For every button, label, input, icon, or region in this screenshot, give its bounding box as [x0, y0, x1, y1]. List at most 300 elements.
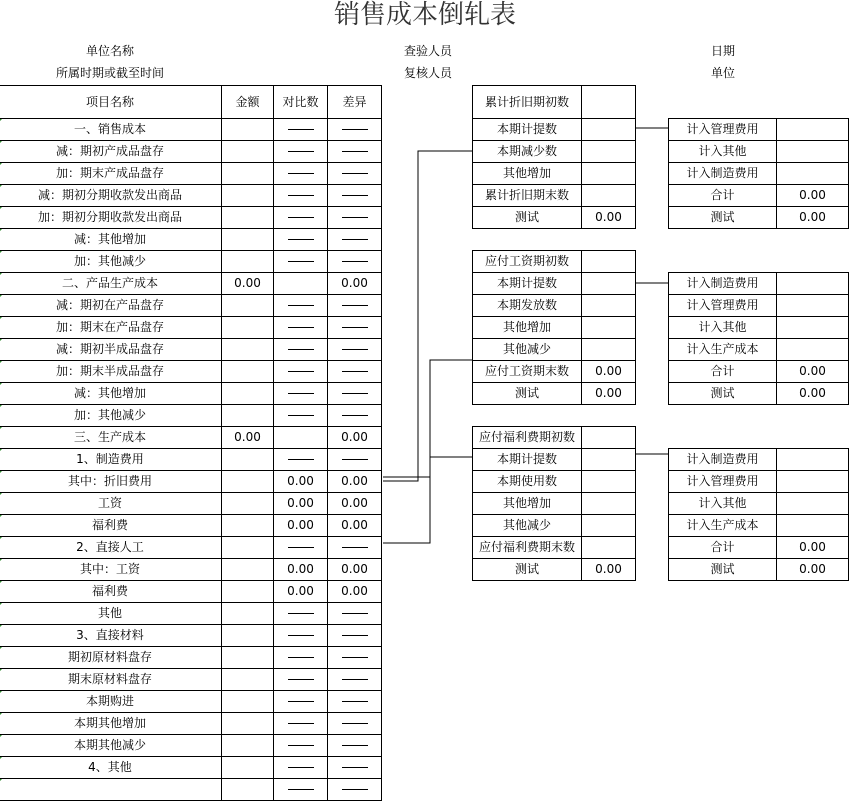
- value-cell: [582, 493, 636, 515]
- table-row: [0, 449, 382, 471]
- label-cell: 计入生产成本: [669, 339, 777, 361]
- value-cell: [582, 185, 636, 207]
- dash-mark: [342, 723, 368, 724]
- label-cell: 合计: [669, 185, 777, 207]
- unit-label: 单位: [710, 66, 736, 80]
- dash-mark: [342, 195, 368, 196]
- diff-cell: [328, 119, 382, 141]
- col-header-item: 项目名称: [0, 86, 222, 119]
- table-row: [0, 251, 382, 273]
- diff-cell: [328, 383, 382, 405]
- compare-cell: [274, 537, 328, 559]
- period-label: 所属时期或截至时间: [55, 66, 165, 80]
- table-row: [473, 537, 636, 559]
- dash-mark: [342, 327, 368, 328]
- diff-cell: 0.00: [328, 515, 382, 537]
- value-cell: 0.00: [582, 559, 636, 581]
- table-row: [0, 427, 382, 449]
- compare-cell: [274, 383, 328, 405]
- value-cell: [777, 493, 849, 515]
- value-cell: [777, 515, 849, 537]
- table-row: [0, 119, 382, 141]
- diff-cell: [328, 449, 382, 471]
- diff-cell: 0.00: [328, 471, 382, 493]
- table-row: [669, 207, 849, 229]
- amount-cell: [222, 141, 274, 163]
- welfare-table: [472, 426, 636, 581]
- value-cell: [777, 163, 849, 185]
- table-row: [669, 493, 849, 515]
- label-cell: 计入其他: [669, 317, 777, 339]
- compare-cell: [274, 339, 328, 361]
- table-row: [473, 141, 636, 163]
- table-row: [0, 295, 382, 317]
- table-row: [0, 273, 382, 295]
- value-cell: [582, 537, 636, 559]
- compare-cell: [274, 405, 328, 427]
- dash-mark: [342, 635, 368, 636]
- dash-mark: [288, 679, 314, 680]
- item-name-cell: 福利费: [0, 515, 222, 537]
- dash-mark: [288, 547, 314, 548]
- diff-cell: [328, 669, 382, 691]
- item-name-cell: 加：期末在产品盘存: [0, 317, 222, 339]
- compare-cell: [274, 603, 328, 625]
- diff-cell: [328, 361, 382, 383]
- compare-cell: [274, 119, 328, 141]
- compare-cell: [274, 185, 328, 207]
- label-cell: 测试: [669, 559, 777, 581]
- dash-mark: [288, 305, 314, 306]
- compare-cell: [274, 361, 328, 383]
- table-row: [473, 86, 636, 119]
- item-name-cell: 4、其他: [0, 757, 222, 779]
- diff-cell: 0.00: [328, 493, 382, 515]
- depreciation-allocation-table: [668, 118, 849, 229]
- amount-cell: [222, 185, 274, 207]
- amount-cell: [222, 559, 274, 581]
- item-name-cell: 3、直接材料: [0, 625, 222, 647]
- page-title: 销售成本倒轧表: [333, 0, 516, 30]
- table-row: [669, 383, 849, 405]
- value-cell: [582, 515, 636, 537]
- label-cell: 应付福利费期初数: [473, 427, 582, 449]
- table-row: [669, 339, 849, 361]
- table-row: [473, 295, 636, 317]
- table-header-row: [0, 86, 382, 119]
- compare-cell: [274, 735, 328, 757]
- table-row: [669, 449, 849, 471]
- amount-cell: [222, 669, 274, 691]
- compare-cell: [274, 427, 328, 449]
- label-cell: 合计: [669, 361, 777, 383]
- value-cell: [582, 119, 636, 141]
- item-name-cell: 期初原材料盘存: [0, 647, 222, 669]
- compare-cell: [274, 295, 328, 317]
- dash-mark: [288, 195, 314, 196]
- label-cell: 应付福利费期末数: [473, 537, 582, 559]
- item-name-cell: 2、直接人工: [0, 537, 222, 559]
- amount-cell: [222, 493, 274, 515]
- dash-mark: [342, 371, 368, 372]
- compare-cell: [274, 669, 328, 691]
- item-name-cell: 加：期末半成品盘存: [0, 361, 222, 383]
- table-row: [473, 273, 636, 295]
- value-cell: [777, 449, 849, 471]
- table-row: [0, 779, 382, 801]
- table-row: [669, 317, 849, 339]
- inspector-label: 查验人员: [403, 44, 453, 58]
- value-cell: [777, 471, 849, 493]
- table-row: [0, 471, 382, 493]
- table-row: [0, 361, 382, 383]
- item-name-cell: [0, 779, 222, 801]
- label-cell: 其他增加: [473, 493, 582, 515]
- dash-mark: [288, 371, 314, 372]
- value-cell: [582, 86, 636, 119]
- item-name-cell: 减：期初在产品盘存: [0, 295, 222, 317]
- compare-cell: [274, 141, 328, 163]
- table-row: [669, 471, 849, 493]
- table-row: [669, 119, 849, 141]
- compare-cell: 0.00: [274, 493, 328, 515]
- table-row: [669, 515, 849, 537]
- amount-cell: [222, 383, 274, 405]
- amount-cell: [222, 405, 274, 427]
- item-name-cell: 减：期初产成品盘存: [0, 141, 222, 163]
- table-row: [669, 141, 849, 163]
- cost-table: [0, 85, 382, 801]
- amount-cell: [222, 691, 274, 713]
- item-name-cell: 一、销售成本: [0, 119, 222, 141]
- value-cell: [582, 163, 636, 185]
- dash-mark: [288, 261, 314, 262]
- table-row: [473, 471, 636, 493]
- dash-mark: [288, 327, 314, 328]
- amount-cell: [222, 757, 274, 779]
- value-cell: [582, 295, 636, 317]
- compare-cell: [274, 229, 328, 251]
- compare-cell: [274, 163, 328, 185]
- amount-cell: [222, 647, 274, 669]
- table-row: [0, 515, 382, 537]
- connector-welfare: [383, 457, 472, 543]
- label-cell: 计入生产成本: [669, 515, 777, 537]
- value-cell: 0.00: [582, 207, 636, 229]
- label-cell: 本期发放数: [473, 295, 582, 317]
- table-row: [473, 163, 636, 185]
- diff-cell: 0.00: [328, 273, 382, 295]
- label-cell: 计入制造费用: [669, 273, 777, 295]
- table-row: [0, 163, 382, 185]
- compare-cell: [274, 317, 328, 339]
- dash-mark: [288, 767, 314, 768]
- welfare-allocation-table: [668, 448, 849, 581]
- value-cell: 0.00: [777, 383, 849, 405]
- label-cell: 其他增加: [473, 163, 582, 185]
- dash-mark: [288, 657, 314, 658]
- compare-cell: 0.00: [274, 581, 328, 603]
- dash-mark: [288, 701, 314, 702]
- dash-mark: [342, 239, 368, 240]
- table-row: [473, 559, 636, 581]
- table-row: [0, 339, 382, 361]
- table-row: [0, 405, 382, 427]
- amount-cell: [222, 515, 274, 537]
- dash-mark: [288, 151, 314, 152]
- compare-cell: [274, 647, 328, 669]
- diff-cell: [328, 229, 382, 251]
- compare-cell: [274, 691, 328, 713]
- compare-cell: [274, 625, 328, 647]
- col-header-amount: 金额: [222, 86, 274, 119]
- table-row: [473, 493, 636, 515]
- amount-cell: [222, 735, 274, 757]
- table-row: [473, 185, 636, 207]
- amount-cell: [222, 603, 274, 625]
- diff-cell: [328, 779, 382, 801]
- amount-cell: [222, 251, 274, 273]
- amount-cell: [222, 207, 274, 229]
- label-cell: 计入管理费用: [669, 471, 777, 493]
- table-row: [0, 713, 382, 735]
- item-name-cell: 本期购进: [0, 691, 222, 713]
- amount-cell: [222, 361, 274, 383]
- amount-cell: [222, 339, 274, 361]
- item-name-cell: 减：期初分期收款发出商品: [0, 185, 222, 207]
- label-cell: 应付工资期初数: [473, 251, 582, 273]
- diff-cell: [328, 757, 382, 779]
- value-cell: 0.00: [777, 559, 849, 581]
- diff-cell: [328, 339, 382, 361]
- amount-cell: [222, 625, 274, 647]
- label-cell: 本期计提数: [473, 119, 582, 141]
- dash-mark: [288, 129, 314, 130]
- dash-mark: [342, 789, 368, 790]
- value-cell: 0.00: [582, 361, 636, 383]
- diff-cell: [328, 185, 382, 207]
- label-cell: 本期使用数: [473, 471, 582, 493]
- dash-mark: [342, 767, 368, 768]
- label-cell: 其他减少: [473, 515, 582, 537]
- table-row: [0, 317, 382, 339]
- dash-mark: [288, 239, 314, 240]
- item-name-cell: 加：其他减少: [0, 251, 222, 273]
- label-cell: 测试: [473, 207, 582, 229]
- unit-name-label: 单位名称: [85, 44, 135, 58]
- label-cell: 本期计提数: [473, 449, 582, 471]
- table-row: [0, 757, 382, 779]
- item-name-cell: 三、生产成本: [0, 427, 222, 449]
- compare-cell: [274, 449, 328, 471]
- table-row: [0, 229, 382, 251]
- amount-cell: [222, 537, 274, 559]
- compare-cell: 0.00: [274, 559, 328, 581]
- dash-mark: [288, 613, 314, 614]
- label-cell: 计入管理费用: [669, 119, 777, 141]
- dash-mark: [342, 657, 368, 658]
- value-cell: [582, 339, 636, 361]
- amount-cell: [222, 317, 274, 339]
- diff-cell: [328, 647, 382, 669]
- value-cell: [582, 471, 636, 493]
- table-row: [669, 163, 849, 185]
- table-row: [473, 383, 636, 405]
- value-cell: [582, 141, 636, 163]
- compare-cell: [274, 757, 328, 779]
- table-row: [0, 493, 382, 515]
- wages-table: [472, 250, 636, 405]
- wages-allocation-table: [668, 272, 849, 405]
- table-row: [0, 141, 382, 163]
- label-cell: 测试: [669, 207, 777, 229]
- label-cell: 测试: [473, 559, 582, 581]
- dash-mark: [342, 261, 368, 262]
- value-cell: [582, 317, 636, 339]
- compare-cell: [274, 273, 328, 295]
- item-name-cell: 加：期初分期收款发出商品: [0, 207, 222, 229]
- dash-mark: [342, 415, 368, 416]
- table-row: [0, 735, 382, 757]
- label-cell: 累计折旧期初数: [473, 86, 582, 119]
- connector-wages: [383, 360, 472, 477]
- dash-mark: [342, 547, 368, 548]
- dash-mark: [288, 415, 314, 416]
- amount-cell: [222, 449, 274, 471]
- table-row: [0, 647, 382, 669]
- label-cell: 合计: [669, 537, 777, 559]
- value-cell: [777, 273, 849, 295]
- diff-cell: 0.00: [328, 581, 382, 603]
- dash-mark: [288, 635, 314, 636]
- table-row: [0, 691, 382, 713]
- table-row: [473, 449, 636, 471]
- dash-mark: [342, 129, 368, 130]
- table-row: [473, 427, 636, 449]
- dash-mark: [342, 217, 368, 218]
- item-name-cell: 工资: [0, 493, 222, 515]
- depreciation-table: [472, 85, 636, 229]
- amount-cell: [222, 779, 274, 801]
- diff-cell: [328, 691, 382, 713]
- table-row: [0, 625, 382, 647]
- amount-cell: [222, 119, 274, 141]
- diff-cell: [328, 537, 382, 559]
- connector-depreciation: [383, 151, 472, 481]
- compare-cell: [274, 251, 328, 273]
- item-name-cell: 加：其他减少: [0, 405, 222, 427]
- table-row: [473, 515, 636, 537]
- dash-mark: [342, 701, 368, 702]
- col-header-compare: 对比数: [274, 86, 328, 119]
- label-cell: 计入制造费用: [669, 449, 777, 471]
- table-row: [0, 603, 382, 625]
- diff-cell: [328, 207, 382, 229]
- table-row: [0, 559, 382, 581]
- label-cell: 其他减少: [473, 339, 582, 361]
- item-name-cell: 其他: [0, 603, 222, 625]
- label-cell: 计入其他: [669, 493, 777, 515]
- table-row: [669, 273, 849, 295]
- amount-cell: [222, 229, 274, 251]
- value-cell: [582, 251, 636, 273]
- compare-cell: [274, 713, 328, 735]
- label-cell: 应付工资期末数: [473, 361, 582, 383]
- diff-cell: [328, 713, 382, 735]
- diff-cell: [328, 625, 382, 647]
- table-row: [0, 537, 382, 559]
- amount-cell: 0.00: [222, 273, 274, 295]
- amount-cell: [222, 163, 274, 185]
- value-cell: [777, 141, 849, 163]
- item-name-cell: 其中：折旧费用: [0, 471, 222, 493]
- compare-cell: 0.00: [274, 471, 328, 493]
- diff-cell: [328, 603, 382, 625]
- label-cell: 其他增加: [473, 317, 582, 339]
- dash-mark: [288, 745, 314, 746]
- compare-cell: [274, 207, 328, 229]
- col-header-diff: 差异: [328, 86, 382, 119]
- table-row: [473, 339, 636, 361]
- value-cell: [582, 449, 636, 471]
- dash-mark: [288, 393, 314, 394]
- item-name-cell: 本期其他减少: [0, 735, 222, 757]
- dash-mark: [342, 151, 368, 152]
- label-cell: 累计折旧期末数: [473, 185, 582, 207]
- dash-mark: [342, 349, 368, 350]
- table-row: [473, 317, 636, 339]
- diff-cell: [328, 317, 382, 339]
- value-cell: [777, 339, 849, 361]
- dash-mark: [342, 459, 368, 460]
- dash-mark: [288, 459, 314, 460]
- amount-cell: [222, 471, 274, 493]
- dash-mark: [288, 789, 314, 790]
- table-row: [0, 207, 382, 229]
- dash-mark: [288, 173, 314, 174]
- table-row: [473, 207, 636, 229]
- table-row: [669, 295, 849, 317]
- diff-cell: [328, 405, 382, 427]
- dash-mark: [342, 393, 368, 394]
- table-row: [0, 669, 382, 691]
- label-cell: 本期减少数: [473, 141, 582, 163]
- diff-cell: [328, 141, 382, 163]
- value-cell: 0.00: [582, 383, 636, 405]
- label-cell: 测试: [669, 383, 777, 405]
- label-cell: 测试: [473, 383, 582, 405]
- diff-cell: [328, 735, 382, 757]
- item-name-cell: 减：期初半成品盘存: [0, 339, 222, 361]
- table-row: [669, 537, 849, 559]
- dash-mark: [342, 305, 368, 306]
- amount-cell: [222, 713, 274, 735]
- reviewer-label: 复核人员: [403, 66, 453, 80]
- label-cell: 计入管理费用: [669, 295, 777, 317]
- dash-mark: [342, 613, 368, 614]
- table-row: [473, 119, 636, 141]
- table-row: [669, 361, 849, 383]
- item-name-cell: 二、产品生产成本: [0, 273, 222, 295]
- item-name-cell: 加：期末产成品盘存: [0, 163, 222, 185]
- table-row: [0, 185, 382, 207]
- dash-mark: [288, 349, 314, 350]
- item-name-cell: 1、制造费用: [0, 449, 222, 471]
- table-row: [0, 383, 382, 405]
- dash-mark: [342, 173, 368, 174]
- label-cell: 本期计提数: [473, 273, 582, 295]
- item-name-cell: 减：其他增加: [0, 229, 222, 251]
